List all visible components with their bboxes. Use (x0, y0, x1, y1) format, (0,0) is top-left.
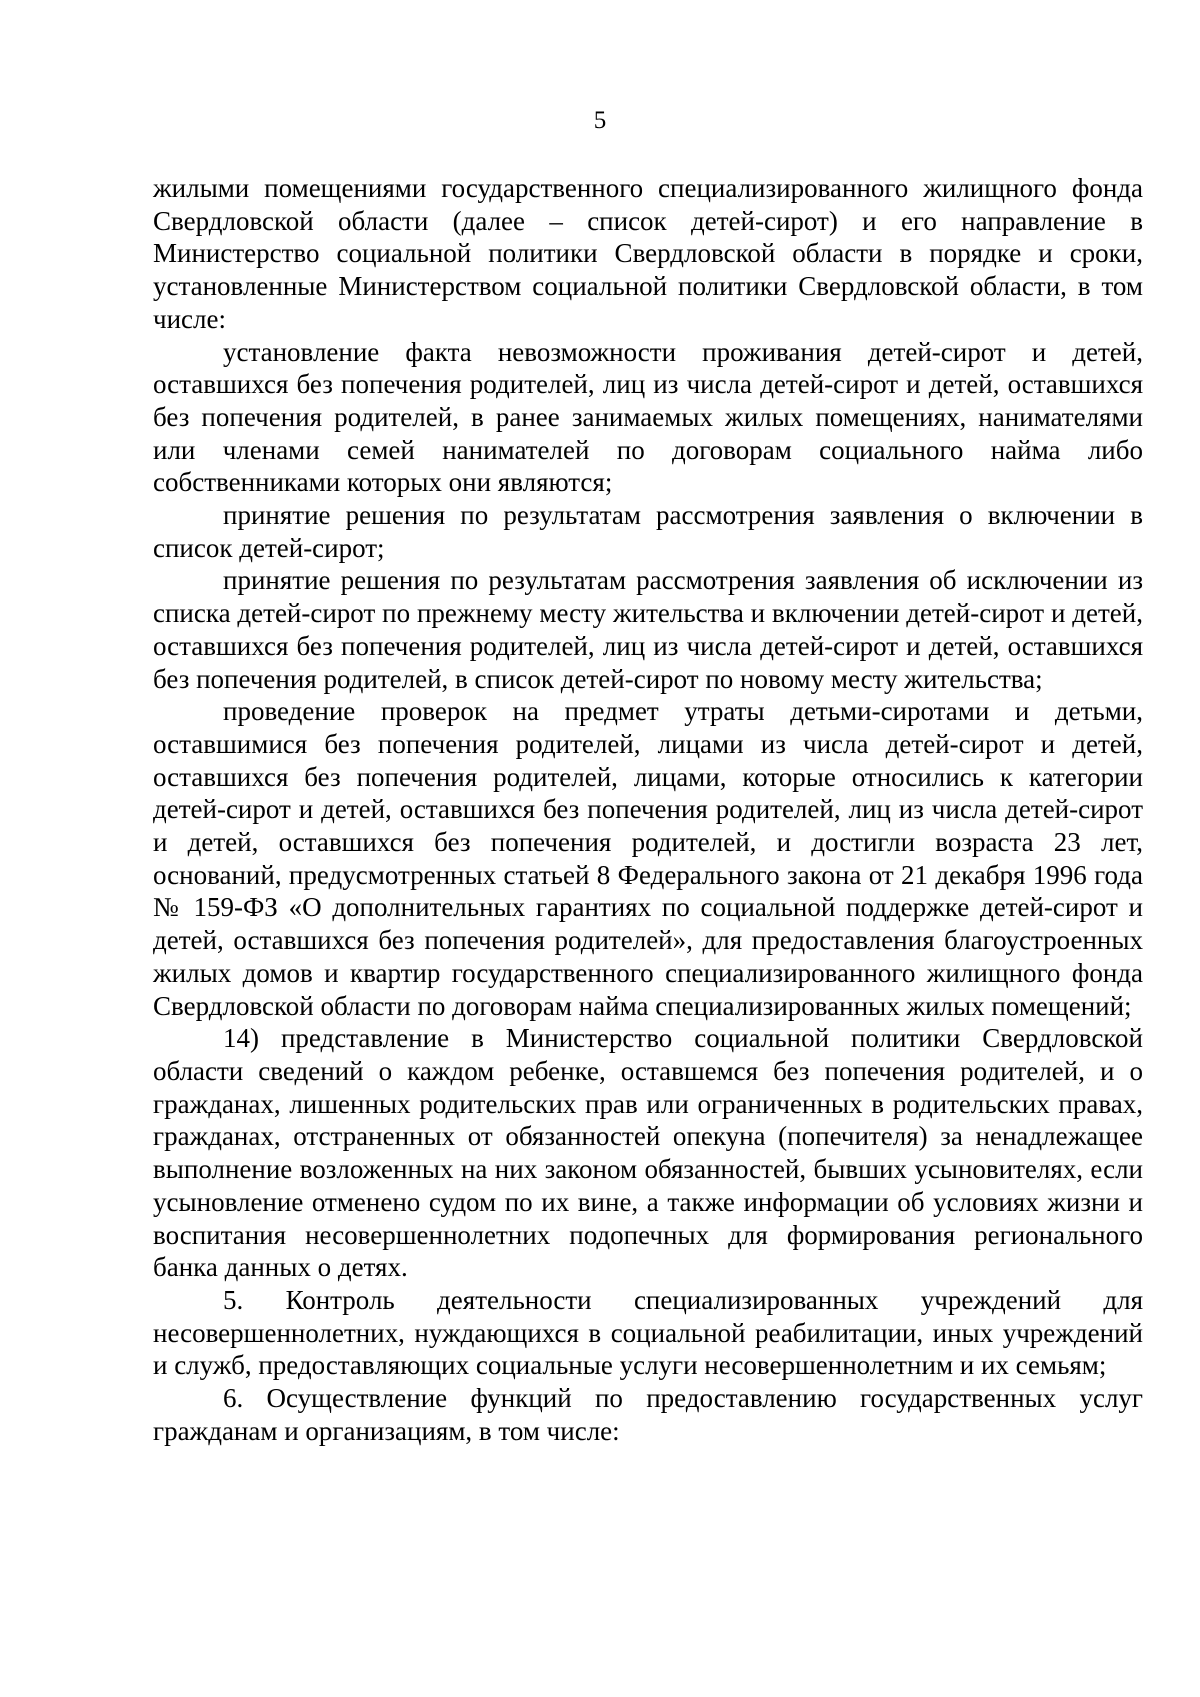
paragraph-item-6: 6. Осуществление функций по предоставлению государственных услуг гражданам и организациям, в том числе: (153, 1383, 1143, 1446)
paragraph-decision-exclusion: принятие решения по результатам рассмотрения заявления об исключении из списка детей-сирот по прежнему месту жительства и включении детей-сирот и детей, оставшихся без попечения родителей, лиц из числа детей-сирот и детей, оставшихся без попечения родителей, в список детей-сирот по новому месту жительства; (153, 565, 1143, 694)
paragraph-decision-inclusion: принятие решения по результатам рассмотрения заявления о включении в список детей-сирот; (153, 500, 1143, 563)
paragraph-list-detей-sirot-continuation: жилыми помещениями государственного специализированного жилищного фонда Свердловской области (далее – список детей-сирот) и его направление в Министерство социальной политики Свердловской области в порядке и сроки, установленные Министерством социальной политики Свердловской области, в том числе: (153, 173, 1143, 334)
paragraph-item-14: 14) представление в Министерство социальной политики Свердловской области сведений о каждом ребенке, оставшемся без попечения родителей, и о гражданах, лишенных родительских прав или ограниченных в родительских правах, гражданах, отстраненных от обязанностей опекуна (попечителя) за ненадлежащее выполнение возложенных на них законом обязанностей, бывших усыновителях, если усыновление отменено судом по их вине, а также информации об условиях жизни и воспитания несовершеннолетних подопечных для формирования регионального банка данных о детях. (153, 1023, 1143, 1283)
paragraph-inspections: проведение проверок на предмет утраты детьми-сиротами и детьми, оставшимися без попечения родителей, лицами из числа детей-сирот и детей, оставшихся без попечения родителей, лицами, которые относились к категории детей-сирот и детей, оставшихся без попечения родителей, лиц из числа детей-сирот и детей, оставшихся без попечения родителей, и достигли возраста 23 лет, оснований, предусмотренных статьей 8 Федерального закона от 21 декабря 1996 года № 159-ФЗ «О дополнительных гарантиях по социальной поддержке детей-сирот и детей, оставшихся без попечения родителей», для предоставления благоустроенных жилых домов и квартир государственного специализированного жилищного фонда Свердловской области по договорам найма специализированных жилых помещений; (153, 696, 1143, 1021)
document-body (153, 172, 1143, 1447)
paragraph-establishing-impossibility: установление факта невозможности проживания детей-сирот и детей, оставшихся без попечения родителей, лиц из числа детей-сирот и детей, оставшихся без попечения родителей, в ранее занимаемых жилых помещениях, нанимателями или членами семей нанимателей по договорам социального найма либо собственниками которых они являются; (153, 336, 1143, 498)
page-number: 5 (593, 107, 607, 134)
paragraph-item-5: 5. Контроль деятельности специализированных учреждений для несовершеннолетних, нуждающихся в социальной реабилитации, иных учреждений и служб, предоставляющих социальные услуги несовершеннолетним и их семьям; (153, 1284, 1143, 1381)
